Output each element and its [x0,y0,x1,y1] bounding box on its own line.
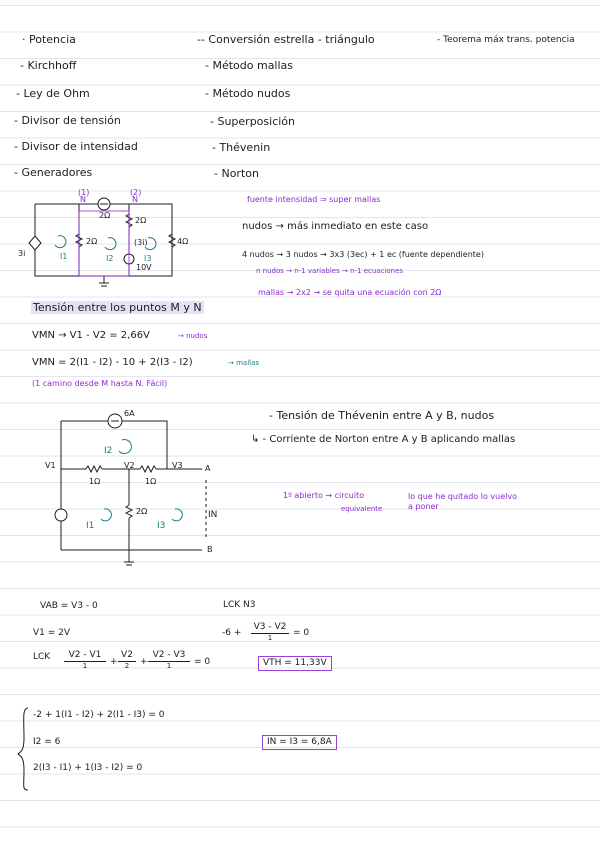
source-label: 3i [18,249,26,258]
note-text: ↳ - Corriente de Norton entre A y B aplicando mallas [251,434,516,445]
resistor-label: 1Ω [145,477,157,486]
topic-item: - Divisor de tensión [14,114,121,127]
note-text: - Tensión de Thévenin entre A y B, nudos [269,409,495,422]
current-label: I2 [106,254,114,263]
node-label: V1 [45,461,56,470]
denominator: 2 [124,662,130,670]
node-label: N [80,195,86,204]
current-label: I1 [86,521,95,531]
node-label: (2) [130,188,142,197]
note-text: 4 nudos → 3 nudos → 3x3 (3ec) + 1 ec (fuente dependiente) [242,250,484,259]
current-label: I3 [144,254,152,263]
note-text: n nudos → n-1 variables → n-1 ecuaciones [256,267,404,275]
note-text: 1º abierto → circuito [283,491,365,500]
equation-note: → mallas [228,359,260,367]
numerator: V2 - V1 [68,650,102,660]
current-label: I1 [60,252,68,261]
topic-item: - Ley de Ohm [16,87,90,100]
topic-item: - Método nudos [205,87,291,100]
current-label: IN [208,510,218,520]
equation: VMN = 2(I1 - I2) - 10 + 2(I3 - I2) [32,357,193,368]
equation: VAB = V3 - 0 [40,601,98,611]
equation-label: LCK [33,652,51,662]
topic-item: - Teorema máx trans. potencia [437,35,575,45]
topic-item: -- Conversión estrella - triángulo [197,33,375,46]
note-text: nudos → más inmediato en este caso [242,221,429,232]
denominator: 1 [267,634,273,642]
equation-note: (1 camino desde M hasta N. Fácil) [32,379,168,388]
current-label: I2 [104,446,113,456]
equation-note: → nudos [178,332,208,340]
equation: -6 + [222,628,242,638]
section-heading: Tensión entre los puntos M y N [33,301,202,314]
topic-item: - Generadores [14,166,93,179]
denominator: 1 [82,662,88,670]
equation: = 0 [194,657,211,667]
node-label: (1) [78,188,90,197]
equation-label: LCK N3 [223,600,256,610]
resistor-label: 2Ω [135,216,147,225]
equation: I2 = 6 [33,737,61,747]
equation: = 0 [293,628,310,638]
numerator: V2 [121,650,133,660]
note-text: lo que he quitado lo vuelvo a poner [408,492,517,511]
result-box: VTH = 11,33V [258,656,332,671]
current-label: I3 [157,521,166,531]
resistor-label: 4Ω [177,237,189,246]
topic-item: - Kirchhoff [20,59,77,72]
node-label: V2 [124,461,135,470]
resistor-label: 2Ω [86,237,98,246]
equation: -2 + 1(I1 - I2) + 2(I1 - I3) = 0 [33,710,165,720]
topic-item: - Divisor de intensidad [14,140,138,153]
node-label: A [205,464,211,473]
dependent-label: (3i) [134,238,148,247]
node-label: V3 [172,461,183,470]
topic-item: - Método mallas [205,59,294,72]
node-label: B [207,545,213,554]
equation: 2(I3 - I1) + 1(I3 - I2) = 0 [33,763,143,773]
note-text: mallas → 2x2 → se quita una ecuación con 2Ω [258,288,442,297]
node-label: N [132,195,138,204]
resistor-label: 2Ω [99,211,111,220]
note-text: equivalente [341,505,383,513]
resistor-label: 2Ω [136,507,148,516]
numerator: V3 - V2 [253,622,287,632]
equation: V1 = 2V [33,628,71,638]
result-box: IN = I3 = 6,8A [262,735,337,750]
note-text: fuente intensidad ⇒ super mallas [247,195,381,204]
numerator: V2 - V3 [152,650,186,660]
equation: VMN → V1 - V2 = 2,66V [32,330,150,341]
voltage-label: 10V [136,263,152,272]
source-label: 6A [124,409,135,418]
topic-item: · Potencia [22,33,76,46]
resistor-label: 1Ω [89,477,101,486]
topic-item: - Norton [214,167,259,180]
topic-item: - Thévenin [212,141,271,154]
denominator: 1 [166,662,172,670]
topic-item: - Superposición [210,115,295,128]
